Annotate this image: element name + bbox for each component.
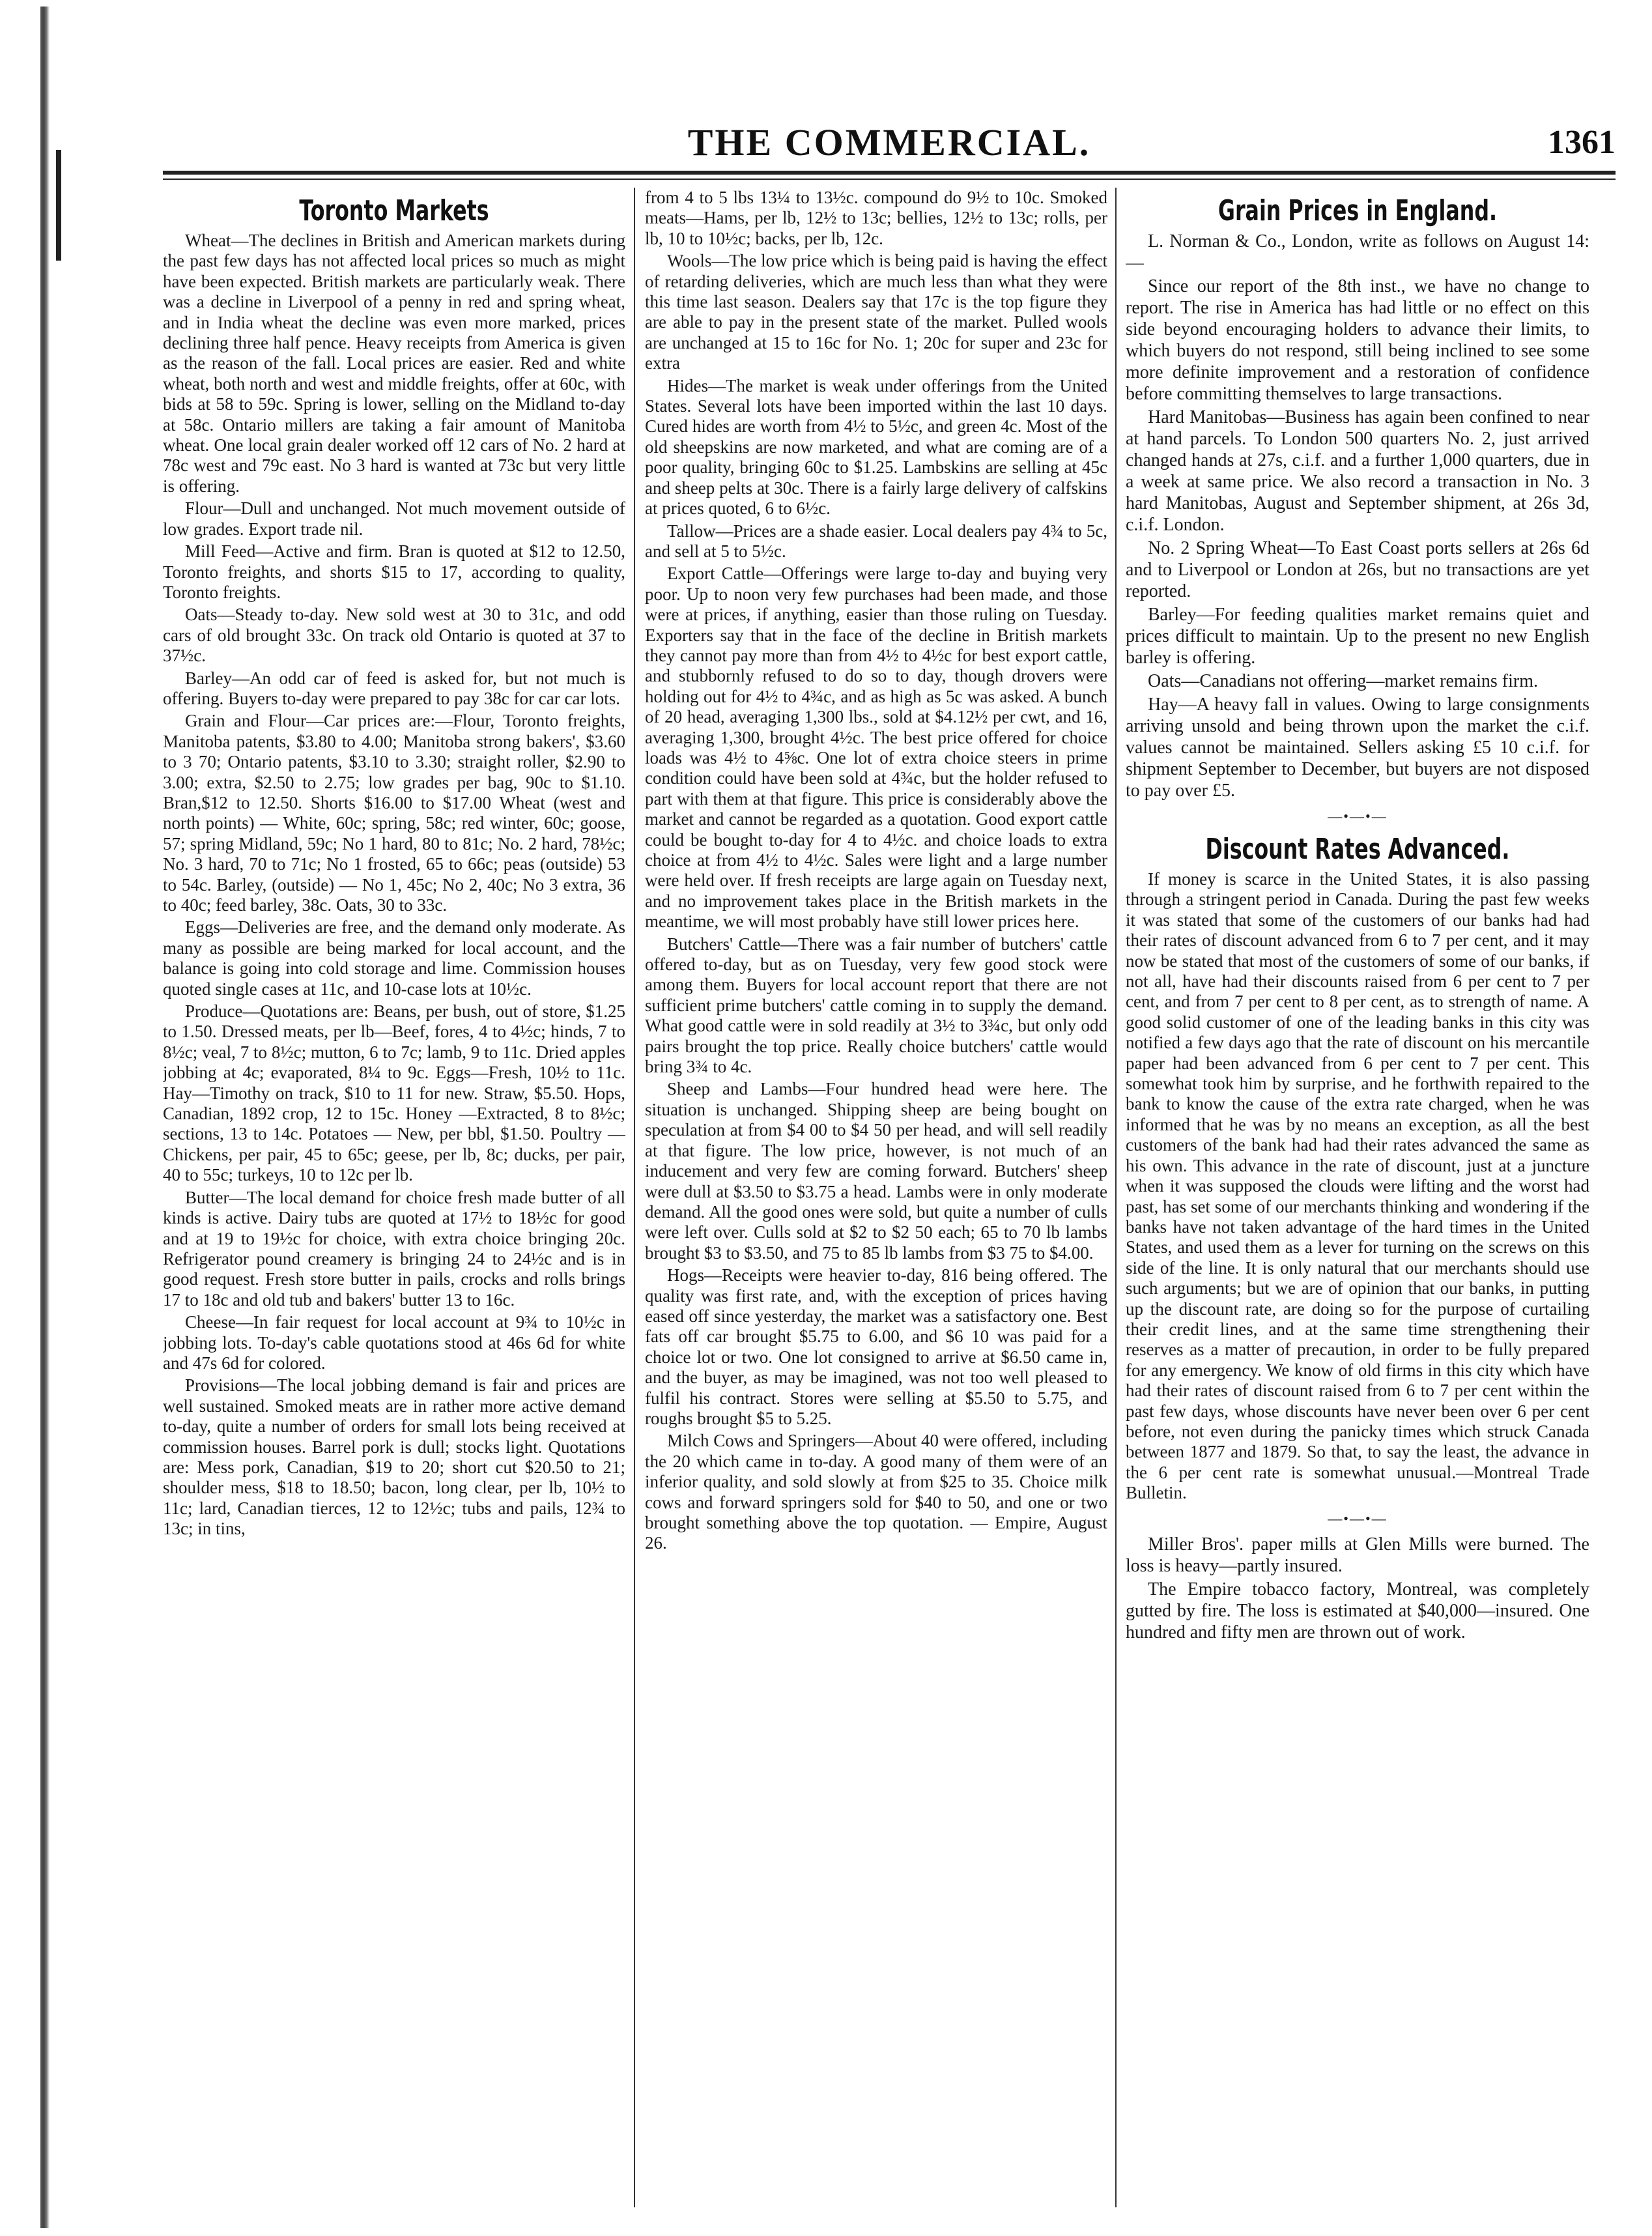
paragraph-eggs: Eggs—Deliveries are free, and the demand only moderate. As many as possible are being marked for local account, and the balance is going into cold storage and lime. Commission houses quoted single cases at 11c, and 10-case lots at 10½c.	[163, 917, 625, 999]
paragraph-export-cattle: Export Cattle—Offerings were large to-day and buying very poor. Up to noon very few purchases had been made, and those were at prices, if anything, easier than those ruling on Tuesday. Exporters say that in the face of the decline in British markets they cannot pay more than from 4½ to 4½c for best export cattle, and stubbornly refused to do so to day, though drovers were holding out for 4½ to 4¾c, and as high as 5c was asked. A bunch of 20 head, averaging 1,300 lbs., sold at $4.12½ per cwt, and 16, averaging 1,300, brought 4½c. The best price offered for choice loads was 4½ to 4⅝c. One lot of extra choice steers in prime condition could have been sold at 4¾c, but the holder refused to part with them at that figure. This price is considerably above the market and cannot be regarded as a quotation. Good export cattle could be bought to-day for 4 to 4½c. and choice loads to extra choice at from 4½ to 4½c. Sales were light and a large number were held over. If fresh receipts are large again on Tuesday next, and no improvement takes place in the British markets in the meantime, we will most probably have still lower prices here.	[645, 564, 1107, 932]
column-2	[645, 188, 1107, 2220]
paragraph-since-report: Since our report of the 8th inst., we have no change to report. The rise in America has had little or no effect on this side beyond encouraging holders to advance their limits, to which buyers do not respond, still being inclined to see some more definite improvement and a restoration of confidence before committing themselves to large transactions.	[1126, 276, 1589, 404]
paragraph-hay: Hay—A heavy fall in values. Owing to large consignments arriving unsold and being thrown upon the market the c.i.f. values cannot be maintained. Sellers asking £5 10 c.i.f. for shipment September to December, but buyers are not disposed to pay over £5.	[1126, 695, 1589, 801]
page-number: 1361	[1548, 124, 1616, 161]
paragraph-butchers-cattle: Butchers' Cattle—There was a fair number of butchers' cattle offered to-day, but as on Tuesday, very few good stock were among them. Buyers for local account report that there are not sufficient prime butchers' cattle coming in to supply the demand. What good cattle were in sold readily at 3½ to 3¾c, but only odd pairs brought the top price. Really choice butchers' cattle would bring 3¾ to 4c.	[645, 934, 1107, 1077]
article-title-grain-prices-england: Grain Prices in England.	[1218, 194, 1498, 227]
paragraph-spring-wheat: No. 2 Spring Wheat—To East Coast ports sellers at 26s 6d and to Liverpool or London at 26s, but no transactions are yet reported.	[1126, 538, 1589, 601]
paragraph-hogs: Hogs—Receipts were heavier to-day, 816 being offered. The quality was first rate, and, with the exception of prices having eased off since yesterday, the market was a satisfactory one. Best fats off car brought $5.75 to 6.00, and $6 10 was paid for a choice lot or two. One lot consigned to arrive at $6.50 came in, and the buyer, as may be imagined, was not too well pleased to fulfil his contract. Stores were selling at $5.50 to 5.75, and roughs brought $5 to 5.25.	[645, 1265, 1107, 1428]
header-rule-thick	[163, 171, 1616, 175]
paragraph-wools: Wools—The low price which is being paid is having the effect of retarding deliveries, which are much less than what they were this time last season. Dealers say that 17c is the top figure they are able to pay in the present state of the market. Pulled wools are unchanged at 15 to 16c for No. 1; 20c for super and 23c for extra	[645, 251, 1107, 373]
masthead-title: THE COMMERCIAL.	[687, 121, 1091, 164]
paragraph-oats-england: Oats—Canadians not offering—market remains firm.	[1148, 671, 1538, 691]
column-divider	[634, 188, 635, 2207]
paragraph-discount-rates: If money is scarce in the United States, it is also passing through a stringent period in Canada. During the past few weeks it was stated that some of the customers of our banks had had their rates of discount advanced from 6 to 7 per cent, and it may now be stated that most of the customers of some of our banks, if not all, have had their discounts raised from 6 per cent to 7 per cent, and from 7 per cent to 8 per cent, as to strength of name. A good solid customer of one of the leading banks in this city was notified a few days ago that the rate of discount on his mercantile paper had been advanced from 6 per cent to 7 per cent. This somewhat took him by surprise, and he forthwith repaired to the bank to know the cause of the extra rate charged, when he was informed that he was by no means an exception, as all the best customers of the bank had had their rates advanced the same as his own. This advance in the rate of discount, just at a juncture when it was supposed the clouds were lifting and the worst had past, has set some of our merchants thinking and wondering if the banks have not taken advantage of the hard times in the United States, and used them as a lever for turning on the screws on this side of the line. It is only natural that our merchants should use such arguments; but we are of opinion that our banks, in putting up the discount rate, are doing so for the purpose of curtailing their credit lines, and at the same time strengthening their reserves as a matter of precaution, in order to be fully prepared for any emergency. We know of old firms in this city which have had their rates of discount raised from 6 to 7 per cent within the past few days, whose discounts have never been over 6 per cent before, not even during the panicky times which struck Canada between 1877 and 1879. So that, to say the least, the advance in the 6 per cent rate is somewhat unusual.—Montreal Trade Bulletin.	[1126, 869, 1589, 1503]
paragraph-hard-manitobas: Hard Manitobas—Business has again been confined to near at hand parcels. To London 500 quarters No. 2, just arrived changed hands at 27s, c.i.f. and a further 1,000 quarters, due in a week at same price. We also record a transaction in No. 3 hard Manitobas, August and September shipment, at 26s 3d, c.i.f. London.	[1126, 407, 1589, 535]
paragraph-milch-cows: Milch Cows and Springers—About 40 were offered, including the 20 which came in to-day. A good many of them were of an inferior quality, and sold slowly at from $25 to 35. Choice milk cows and forward springers sold for $40 to 50, and one or two brought something above the top quotation. — Empire, August 26.	[645, 1431, 1107, 1553]
paragraph-barley-england: Barley—For feeding qualities market remains quiet and prices difficult to maintain. Up to the present no new English barley is offering.	[1126, 605, 1589, 668]
paragraph-provisions-continued: from 4 to 5 lbs 13¼ to 13½c. compound do 9½ to 10c. Smoked meats—Hams, per lb, 12½ to 13c; bellies, 12½ to 13c; rolls, per lb, 10 to 10½c; backs, per lb, 12c.	[645, 188, 1107, 248]
article-title-discount-rates: Discount Rates Advanced.	[1205, 833, 1510, 866]
paragraph-oats: Oats—Steady to-day. New sold west at 30 to 31c, and odd cars of old brought 33c. On track old Ontario is quoted at 37 to 37½c.	[163, 605, 625, 666]
paragraph-sheep-and-lambs: Sheep and Lambs—Four hundred head were here. The situation is unchanged. Shipping sheep are being bought on speculation at from $4 00 to $4 50 per head, and will sell readily at that figure. The low price, however, is not much of an inducement and very few are coming forward. Butchers' sheep were dull at $3.50 to $3.75 a head. Lambs were in only moderate demand. All the good ones were sold, but quite a number of culls were left over. Culls sold at $2 to $2 50 each; 65 to 70 lb lambs brought $3 to $3.50, and 75 to 85 lb lambs from $3 75 to $4.00.	[645, 1079, 1107, 1263]
paragraph-grain-and-flour: Grain and Flour—Car prices are:—Flour, Toronto freights, Manitoba patents, $3.80 to 4.00; Manitoba strong bakers', $3.60 to 3 70; Ontario patents, $3.10 to 3.30; straight roller, $2.90 to 3.00; extra, $2.50 to 2.75; low grades per bag, 90c to $1.10. Bran,$12 to 12.50. Shorts $16.00 to $17.00 Wheat (west and north points) — White, 60c; spring, 58c; red winter, 60c; goose, 57; spring Midland, 59c; No 1 hard, 80 to 81c; No. 2 hard, 78½c; No. 3 hard, 70 to 71c; No 1 frosted, 65 to 66c; peas (outside) 53 to 54c. Barley, (outside) — No 1, 45c; No 2, 40c; No 3 extra, 36 to 40c; feed barley, 38c. Oats, 30 to 33c.	[163, 711, 625, 915]
paragraph-empire-tobacco: The Empire tobacco factory, Montreal, was completely gutted by fire. The loss is estimated at $40,000—insured. One hundred and fifty men are thrown out of work.	[1126, 1579, 1589, 1642]
article-title-toronto-markets: Toronto Markets	[299, 194, 489, 227]
paragraph-hides: Hides—The market is weak under offerings from the United States. Several lots have been imported within the last 10 days. Cured hides are worth from 4½ to 5½c, and green 4c. Most of the old sheepskins are now marketed, and what are coming are of a poor quality, bringing 60c to $1.25. Lambskins are selling at 45c and sheep pelts at 30c. There is a fairly large delivery of calfskins at prices quoted, 6 to 6½c.	[645, 375, 1107, 519]
column-3	[1126, 188, 1589, 2220]
paragraph-norman-intro: L. Norman & Co., London, write as follows on August 14:—	[1126, 231, 1589, 273]
column-1	[163, 188, 625, 2220]
article-separator: —•—•—	[1328, 1510, 1388, 1526]
paragraph-miller-bros: Miller Bros'. paper mills at Glen Mills were burned. The loss is heavy—partly insured.	[1126, 1534, 1589, 1576]
header-rule-thin	[163, 179, 1616, 180]
column-divider	[1115, 188, 1117, 2207]
paragraph-flour: Flour—Dull and unchanged. Not much movement outside of low grades. Export trade nil.	[163, 498, 625, 539]
paragraph-produce: Produce—Quotations are: Beans, per bush, out of store, $1.25 to 1.50. Dressed meats, per lb—Beef, fores, 4 to 4½c; hinds, 7 to 8½c; veal, 7 to 8½c; mutton, 6 to 7c; lamb, 9 to 11c. Dried apples jobbing at 4c; evaporated, 8¼ to 9c. Eggs—Fresh, 10½ to 11c. Hay—Timothy on track, $10 to 11 for new. Straw, $5.50. Hops, Canadian, 1892 crop, 12 to 15c. Honey —Extracted, 8 to 8½c; sections, 13 to 14c. Potatoes — New, per bbl, $1.50. Poultry —Chickens, per pair, 45 to 65c; geese, per lb, 8c; ducks, per pair, 40 to 55c; turkeys, 10 to 12c per lb.	[163, 1001, 625, 1185]
binding-mark	[56, 150, 61, 261]
paragraph-barley: Barley—An odd car of feed is asked for, but not much is offering. Buyers to-day were prepared to pay 38c for car car lots.	[163, 668, 625, 708]
page-binding-edge	[40, 7, 50, 2228]
paragraph-butter: Butter—The local demand for choice fresh made butter of all kinds is active. Dairy tubs are quoted at 17½ to 18½c for good and at 19 to 19½c for choice, with extra choice bringing 20c. Refrigerator pound creamery is bringing 24 to 24½c and is in good request. Fresh store butter in pails, crocks and rolls brings 17 to 18c and old tub and bakers' butter 13 to 16c.	[163, 1187, 625, 1310]
paragraph-provisions: Provisions—The local jobbing demand is fair and prices are well sustained. Smoked meats are in rather more active demand to-day, quite a number of orders for small lots being received at commission houses. Barrel pork is dull; stocks light. Quotations are: Mess pork, Canadian, $19 to 20; short cut $20.50 to 21; shoulder mess, $18 to 18.50; bacon, long clear, per lb, 10½ to 11c; lard, Canadian tierces, 12 to 12½c; tubs and pails, 12¾ to 13c; in tins,	[163, 1375, 625, 1539]
article-separator: —•—•—	[1328, 808, 1388, 824]
paragraph-mill-feed: Mill Feed—Active and firm. Bran is quoted at $12 to 12.50, Toronto freights, and shorts $15 to 17, according to quality, Toronto freights.	[163, 541, 625, 602]
paragraph-tallow: Tallow—Prices are a shade easier. Local dealers pay 4¾ to 5c, and sell at 5 to 5½c.	[645, 521, 1107, 561]
page-header	[163, 121, 1616, 166]
paragraph-wheat: Wheat—The declines in British and American markets during the past few days has not affected local prices so much as might have been expected. British markets are particularly weak. There was a decline in Liverpool of a penny in red and spring wheat, and in India wheat the decline was even more marked, prices declining three half pence. Heavy receipts from America is given as the reason of the fall. Local prices are easier. Red and white wheat, both north and west and middle freights, offer at 60c, with bids at 58 to 59c. Spring is lower, selling on the Midland to-day at 58c. Ontario millers are taking a fair amount of Manitoba wheat. One local grain dealer worked off 12 cars of No. 2 hard at 78c west and 79c east. No 3 hard is wanted at 73c but very little is offering.	[163, 231, 625, 496]
paragraph-cheese: Cheese—In fair request for local account at 9¾ to 10½c in jobbing lots. To-day's cable quotations stood at 46s 6d for white and 47s 6d for colored.	[163, 1312, 625, 1373]
